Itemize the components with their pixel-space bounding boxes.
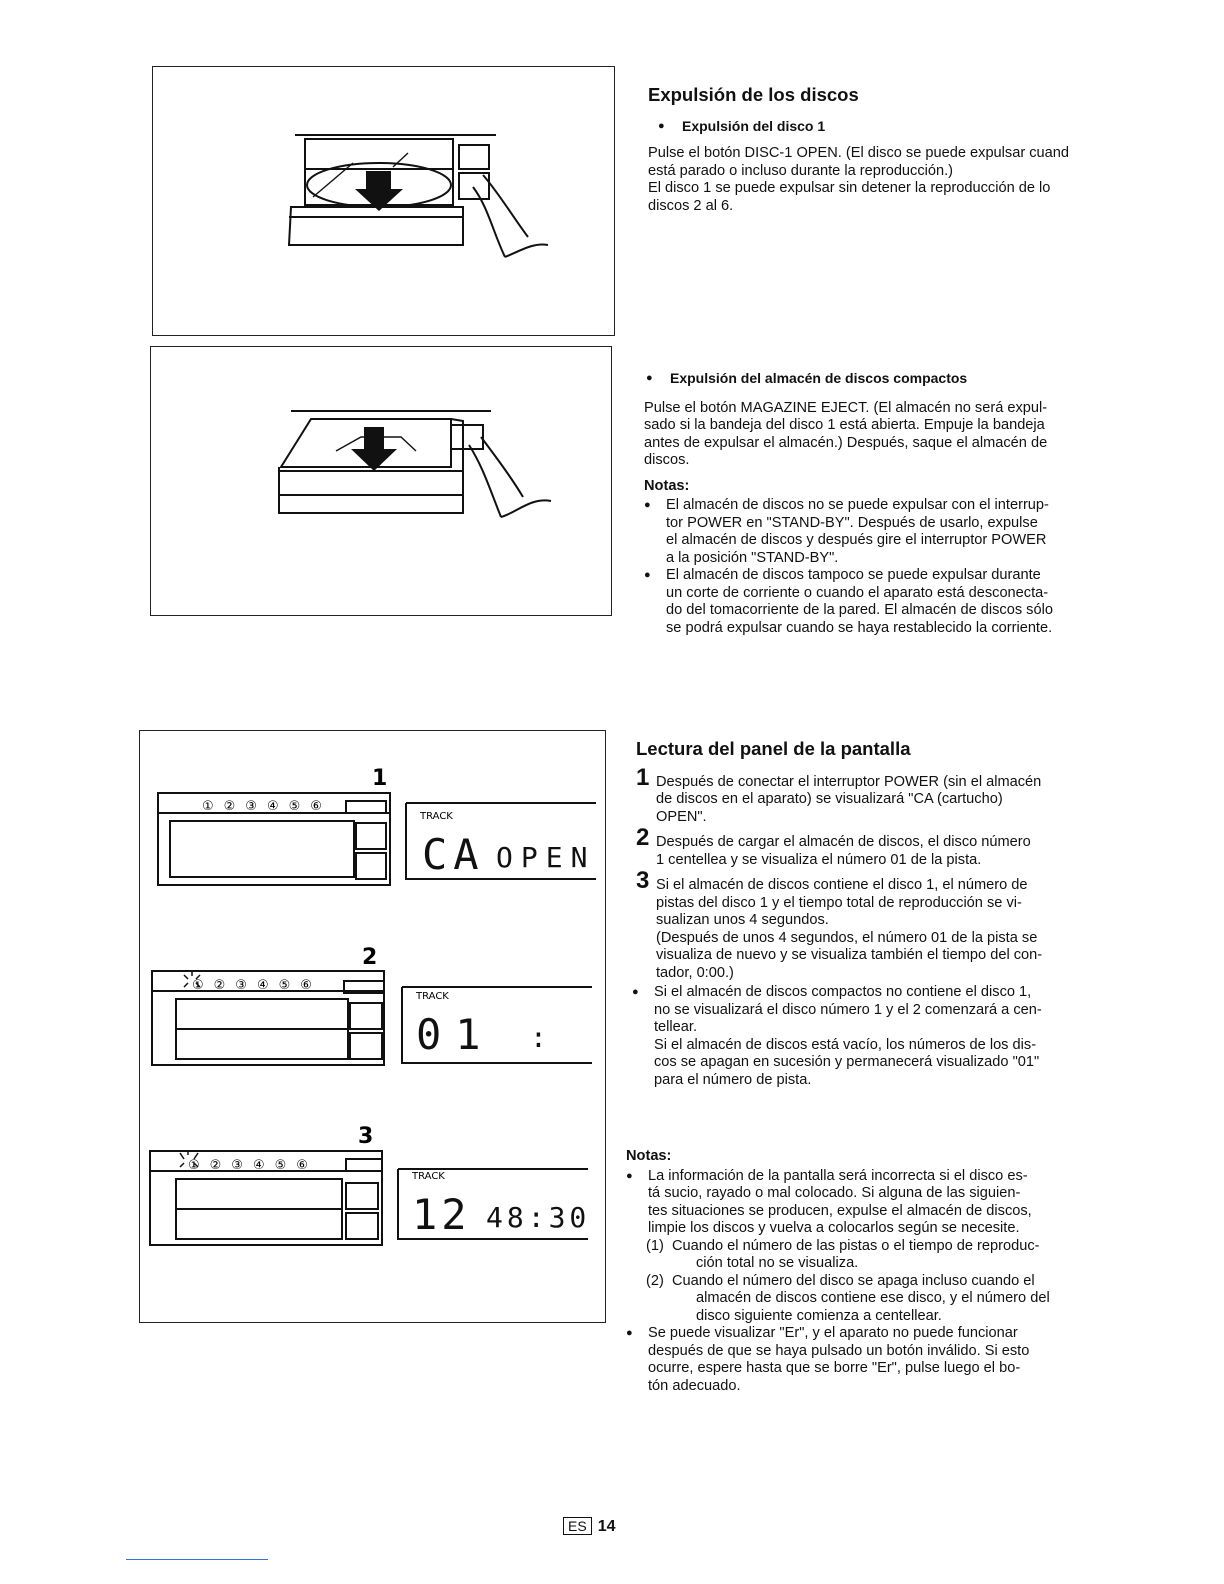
text-line: no se visualizará el disco número 1 y el 2 comenzará a cen-: [654, 1001, 1042, 1018]
text-line: OPEN".: [656, 808, 707, 825]
section-title: Expulsión de los discos: [648, 84, 859, 105]
text-line: Cuando el número de las pistas o el tiempo de reproduc-: [672, 1237, 1040, 1254]
note-item: [644, 497, 1118, 567]
step-3: [636, 867, 1112, 982]
svg-text:TRACK: TRACK: [416, 991, 449, 1002]
text-line: discos.: [644, 452, 690, 468]
text-line: ● Si el almacén de discos compactos no contiene el disco 1,: [654, 984, 1032, 1000]
text-line: cos se apagan en sucesión y permanecerá visualizado "01": [654, 1054, 1040, 1070]
text-line: Cuando el número del disco se apaga incluso cuando el: [672, 1272, 1035, 1289]
figure-label-1: 1: [372, 766, 388, 791]
step-2: [636, 824, 1112, 869]
figure-label-3: 3: [358, 1124, 374, 1149]
svg-text:01: 01: [416, 1010, 495, 1059]
note-item: [626, 1325, 1112, 1395]
note-subitem: [626, 1238, 1112, 1273]
text-line: el almacén de discos y después gire el interruptor POWER: [666, 532, 1047, 548]
page-number: 14: [597, 1518, 616, 1535]
text-line: Pulse el botón DISC-1 OPEN. (El disco se puede expulsar cuand: [648, 145, 1070, 161]
text-line: Pulse el botón MAGAZINE EJECT. (El almacén no será expul-: [644, 399, 1048, 416]
svg-text:①②③④⑤⑥: ①②③④⑤⑥: [192, 978, 322, 993]
blink-rays: [180, 972, 200, 1167]
text-line: almacén de discos contiene ese disco, y el número del: [696, 1290, 1050, 1306]
svg-text:OPEN: OPEN: [496, 841, 596, 874]
text-line: Después de cargar el almacén de discos, el disco número: [656, 834, 1031, 850]
text-line: un corte de corriente o cuando el aparato está desconecta-: [666, 584, 1049, 601]
notes-label: Notas:: [644, 477, 690, 494]
step-1: [636, 763, 1112, 827]
text-line: do del tomacorriente de la pared. El almacén de discos sólo: [666, 602, 1053, 618]
text-line: ción total no se visualiza.: [696, 1255, 859, 1271]
disc-indicators: [188, 799, 332, 1173]
text-line: ● El almacén de discos tampoco se puede expulsar durante: [666, 567, 1041, 583]
text-line: limpie los discos y vuelva a colocarlos según se necesite.: [648, 1220, 1020, 1236]
language-badge: ES: [563, 1517, 592, 1535]
subitem-label: (2): [646, 1272, 664, 1289]
subitem-label: (1): [646, 1237, 664, 1254]
section-display-notes: [626, 1140, 1112, 1395]
svg-text:CA: CA: [422, 830, 485, 879]
bullet-item: [632, 984, 1112, 1089]
text-line: tes situaciones se producen, expulse el almacén de discos,: [648, 1202, 1032, 1219]
text-line: ● Se puede visualizar "Er", y el aparato no puede funcionar: [648, 1325, 1018, 1341]
sub-heading-disc-1: ● Expulsión del disco 1: [656, 118, 1118, 136]
text-line: Si el almacén de discos está vacío, los números de los dis-: [654, 1036, 1037, 1053]
svg-text:①②③④⑤⑥: ①②③④⑤⑥: [188, 1158, 318, 1173]
note-subitem: [626, 1273, 1112, 1326]
note-item: [626, 1168, 1112, 1238]
text-line: Después de conectar el interruptor POWER (sin el almacén: [656, 773, 1042, 790]
figure-magazine-eject: [150, 346, 612, 616]
text-line: visualiza de nuevo y se visualiza también el tiempo del con-: [656, 947, 1043, 963]
text-line: de discos en el aparato) se visualizará "CA (cartucho): [656, 791, 1003, 807]
text-line: ● El almacén de discos no se puede expulsar con el interrup-: [666, 497, 1049, 513]
text-line: ocurre, espere hasta que se borre "Er", pulse luego el bo-: [648, 1360, 1021, 1376]
text-line: disco siguiente comienza a centellear.: [696, 1307, 942, 1324]
figure-label-2: 2: [362, 945, 378, 970]
text-line: tador, 0:00.): [656, 964, 734, 981]
section-title: Lectura del panel de la pantalla: [636, 738, 911, 759]
text-line: tor POWER en "STAND-BY". Después de usarlo, expulse: [666, 514, 1038, 531]
text-line: tá sucio, rayado o mal colocado. Si alguna de las siguien-: [648, 1185, 1021, 1201]
svg-text:①②③④⑤⑥: ①②③④⑤⑥: [202, 799, 332, 814]
figure-disc-eject: [152, 66, 615, 336]
svg-text:TRACK: TRACK: [420, 811, 453, 822]
text-line: antes de expulsar el almacén.) Después, saque el almacén de: [644, 434, 1048, 451]
text-line: (Después de unos 4 segundos, el número 01 de la pista se: [656, 929, 1038, 946]
footer-rule: [126, 1559, 268, 1560]
text-line: está parado o incluso durante la reproducción.): [648, 162, 954, 179]
text-line: a la posición "STAND-BY".: [666, 549, 839, 566]
text-line: ● La información de la pantalla será incorrecta si el disco es-: [648, 1167, 1028, 1184]
text-line: discos 2 al 6.: [648, 197, 734, 214]
svg-text:12: 12: [412, 1190, 471, 1239]
figure-display-panel: [139, 730, 606, 1323]
notes-label: Notas:: [626, 1148, 672, 1164]
text-line: después de que se haya pulsado un botón inválido. Si esto: [648, 1342, 1030, 1359]
text-line: pistas del disco 1 y el tiempo total de reproducción se vi-: [656, 894, 1022, 911]
step-number: 2: [636, 824, 650, 851]
section-magazine-eject: [644, 370, 1118, 637]
magazine-eject-illustration: [151, 347, 613, 617]
text-line: tón adecuado.: [648, 1377, 741, 1394]
section-disc-eject: [648, 86, 1118, 215]
text-line: sado si la bandeja del disco 1 está abierta. Empuje la bandeja: [644, 417, 1045, 433]
display-panel-illustration: [140, 731, 607, 1324]
text-line: sualizan unos 4 segundos.: [656, 912, 829, 928]
text-line: tellear.: [654, 1019, 697, 1035]
svg-text:TRACK: TRACK: [412, 1171, 445, 1182]
svg-text::: :: [530, 1021, 547, 1054]
svg-text:48:30: 48:30: [486, 1201, 591, 1234]
text-line: 1 centellea y se visualiza el número 01 de la pista.: [656, 851, 982, 868]
text-line: se podrá expulsar cuando se haya restablecido la corriente.: [666, 619, 1053, 636]
step-number: 3: [636, 867, 650, 894]
text-line: para el número de pista.: [654, 1071, 812, 1088]
text-line: Si el almacén de discos contiene el disco 1, el número de: [656, 877, 1028, 893]
text-line: El disco 1 se puede expulsar sin detener la reproducción de lo: [648, 180, 1051, 196]
section-display-panel: [636, 740, 1112, 1089]
page-footer: [563, 1517, 615, 1536]
disc-eject-illustration: [153, 67, 616, 337]
sub-heading-magazine: ● Expulsión del almacén de discos compactos: [644, 370, 1118, 388]
note-item: [644, 567, 1118, 637]
step-number: 1: [636, 763, 650, 791]
